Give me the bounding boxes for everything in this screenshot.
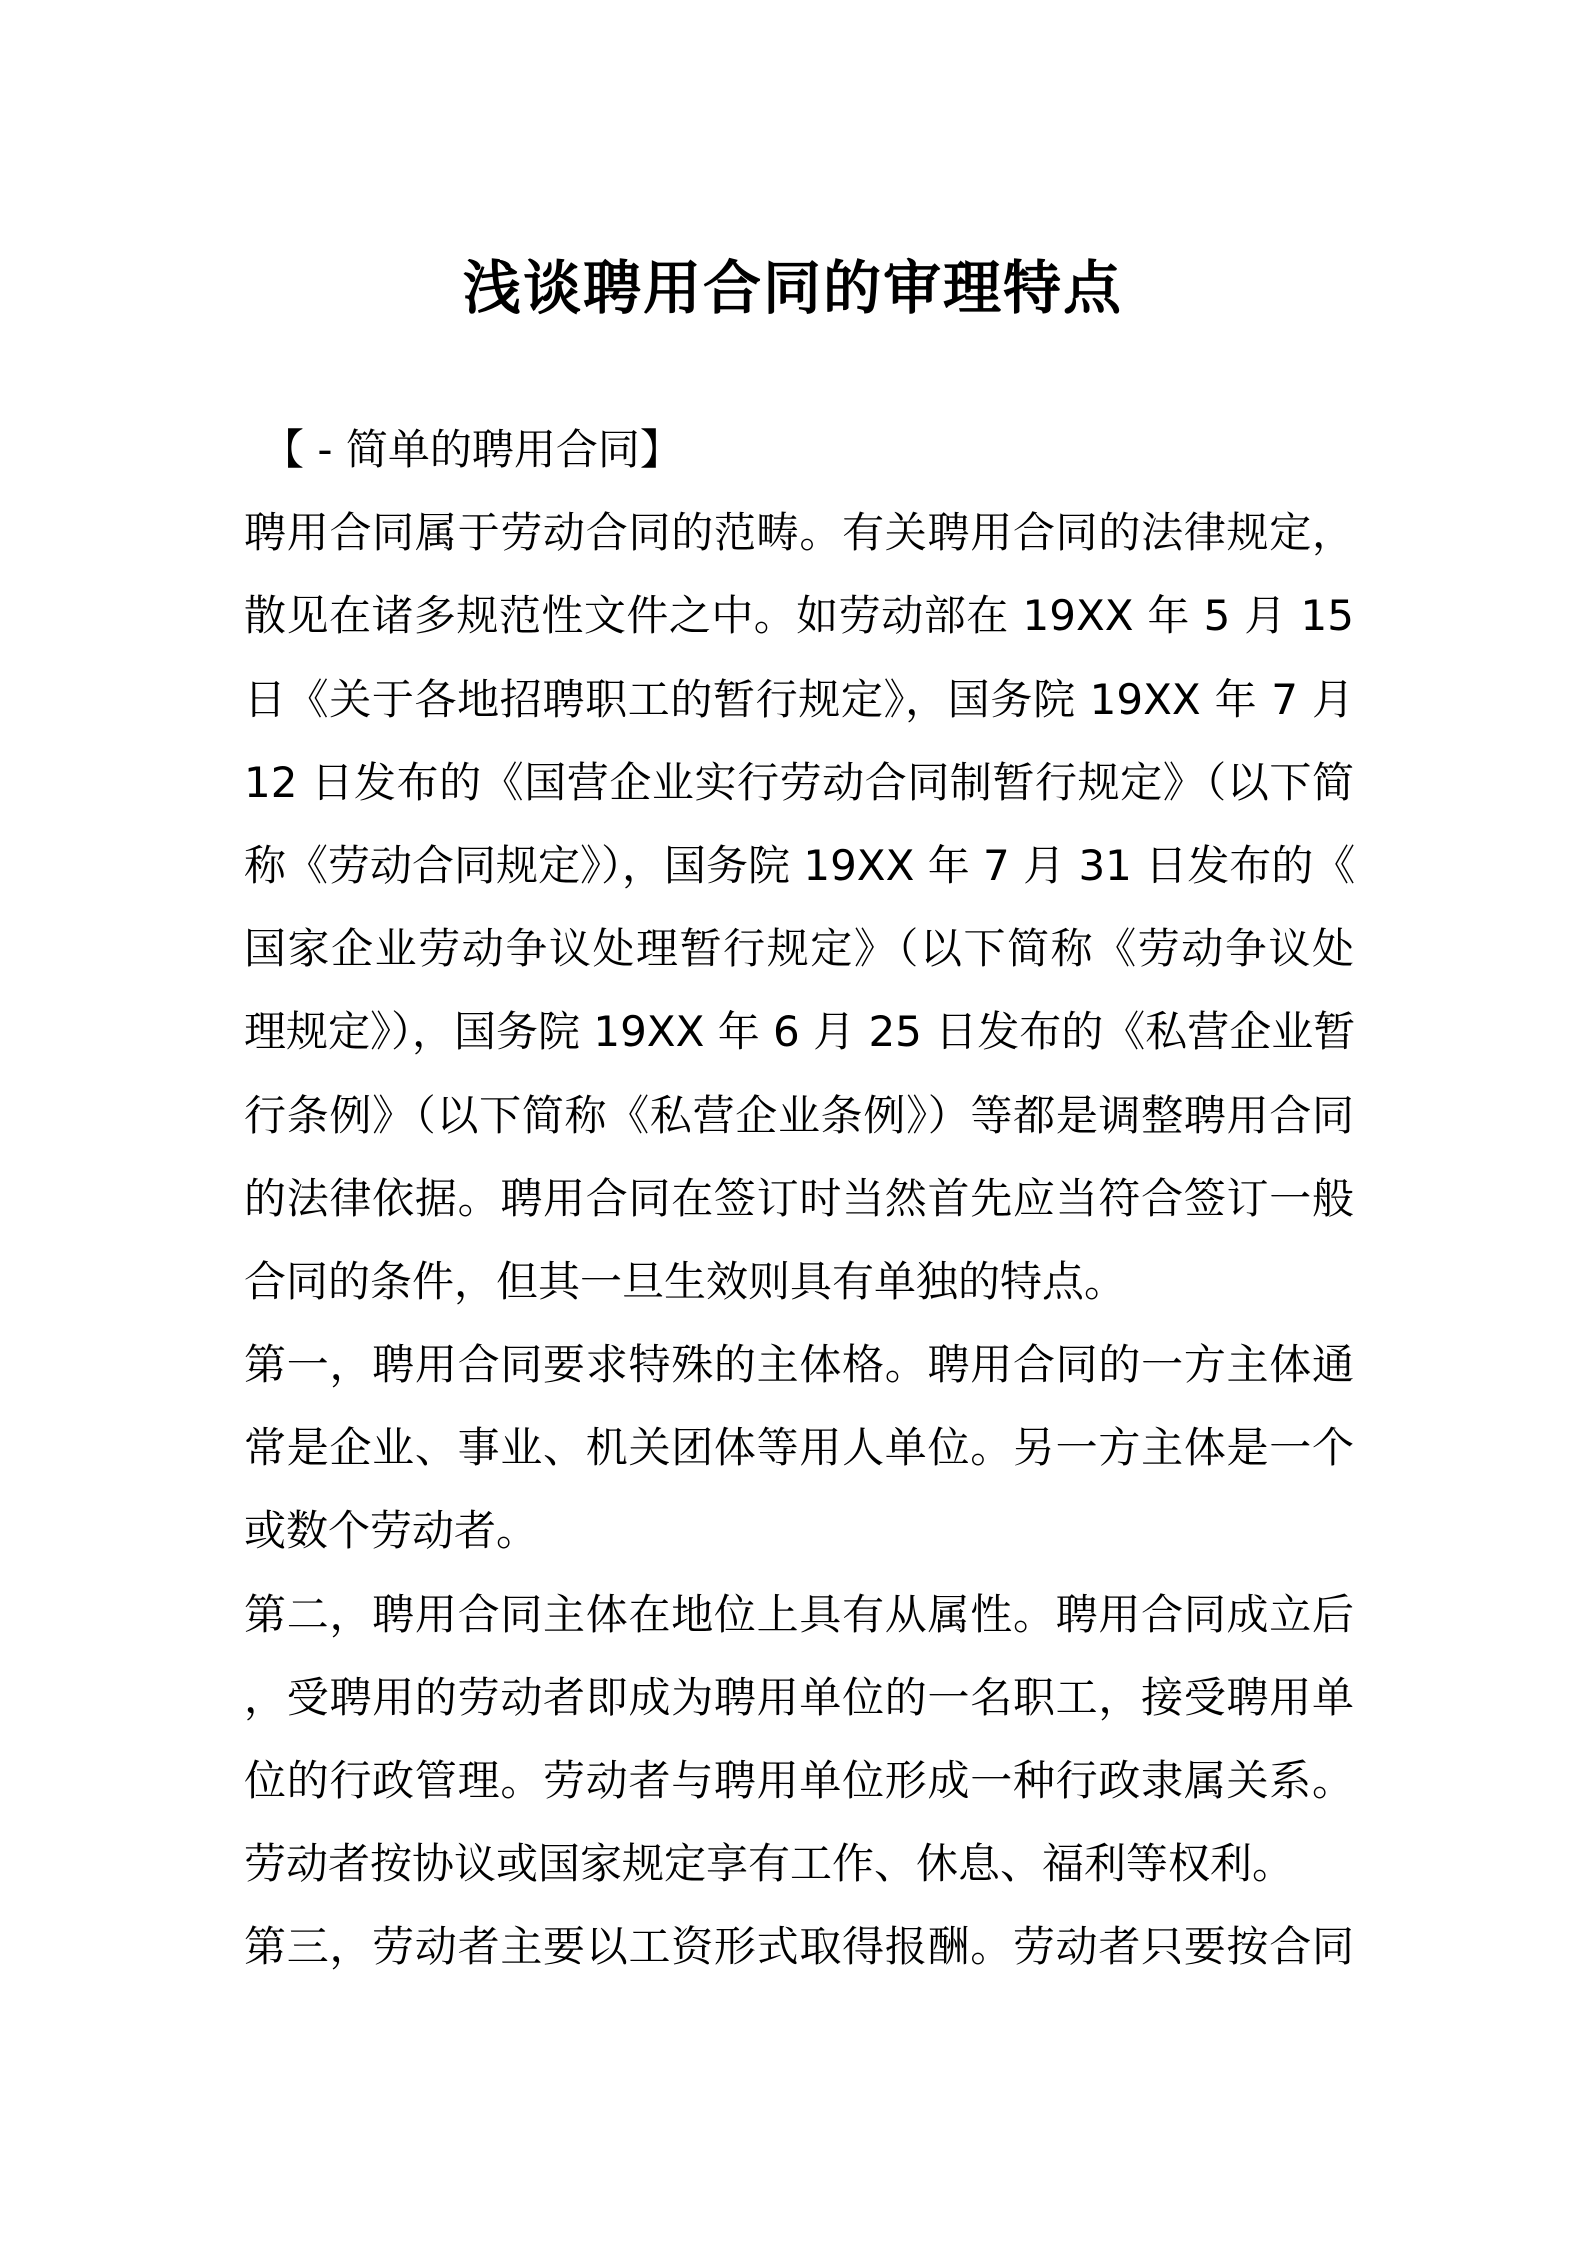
paragraph-line: 聘用合同属于劳动合同的范畴。有关聘用合同的法律规定， (244, 508, 1354, 558)
paragraph-line: 第一，聘用合同要求特殊的主体格。聘用合同的一方主体通 (244, 1340, 1354, 1390)
paragraph-line: 国家企业劳动争议处理暂行规定》（以下简称《劳动争议处 (244, 924, 1354, 974)
paragraph-line: 合同的条件，但其一旦生效则具有单独的特点。 (244, 1256, 1127, 1306)
paragraph-line: 日《关于各地招聘职工的暂行规定》，国务院 19XX 年 7 月 (244, 674, 1354, 724)
document-body (244, 408, 1354, 1989)
paragraph-line: 行条例》（以下简称《私营企业条例》）等都是调整聘用合同 (244, 1090, 1354, 1140)
paragraph-line: ，受聘用的劳动者即成为聘用单位的一名职工，接受聘用单 (244, 1672, 1354, 1722)
paragraph-line: 12 日发布的《国营企业实行劳动合同制暂行规定》（以下简 (244, 757, 1354, 807)
paragraph-line: 称《劳动合同规定》），国务院 19XX 年 7 月 31 日发布的《 (244, 840, 1356, 890)
paragraph-line: 第二，聘用合同主体在地位上具有从属性。聘用合同成立后 (244, 1589, 1354, 1639)
paragraph-line: 劳动者按协议或国家规定享有工作、休息、福利等权利。 (244, 1839, 1295, 1889)
paragraph-line: 理规定》），国务院 19XX 年 6 月 25 日发布的《私营企业暂 (244, 1007, 1356, 1057)
document-title: 浅谈聘用合同的审理特点 (462, 254, 1123, 322)
paragraph-line: 的法律依据。聘用合同在签订时当然首先应当符合签订一般 (244, 1173, 1354, 1223)
paragraph-line: 常是企业、事业、机关团体等用人单位。另一方主体是一个 (244, 1423, 1354, 1473)
paragraph-line: 位的行政管理。劳动者与聘用单位形成一种行政隶属关系。 (244, 1756, 1354, 1805)
paragraph-line: 第三，劳动者主要以工资形式取得报酬。劳动者只要按合同 (244, 1922, 1354, 1972)
paragraph-line: 或数个劳动者。 (244, 1506, 539, 1556)
paragraph-line: 散见在诸多规范性文件之中。如劳动部在 19XX 年 5 月 15 (244, 591, 1354, 641)
section-heading: 【 - 简单的聘用合同】 (262, 425, 682, 474)
